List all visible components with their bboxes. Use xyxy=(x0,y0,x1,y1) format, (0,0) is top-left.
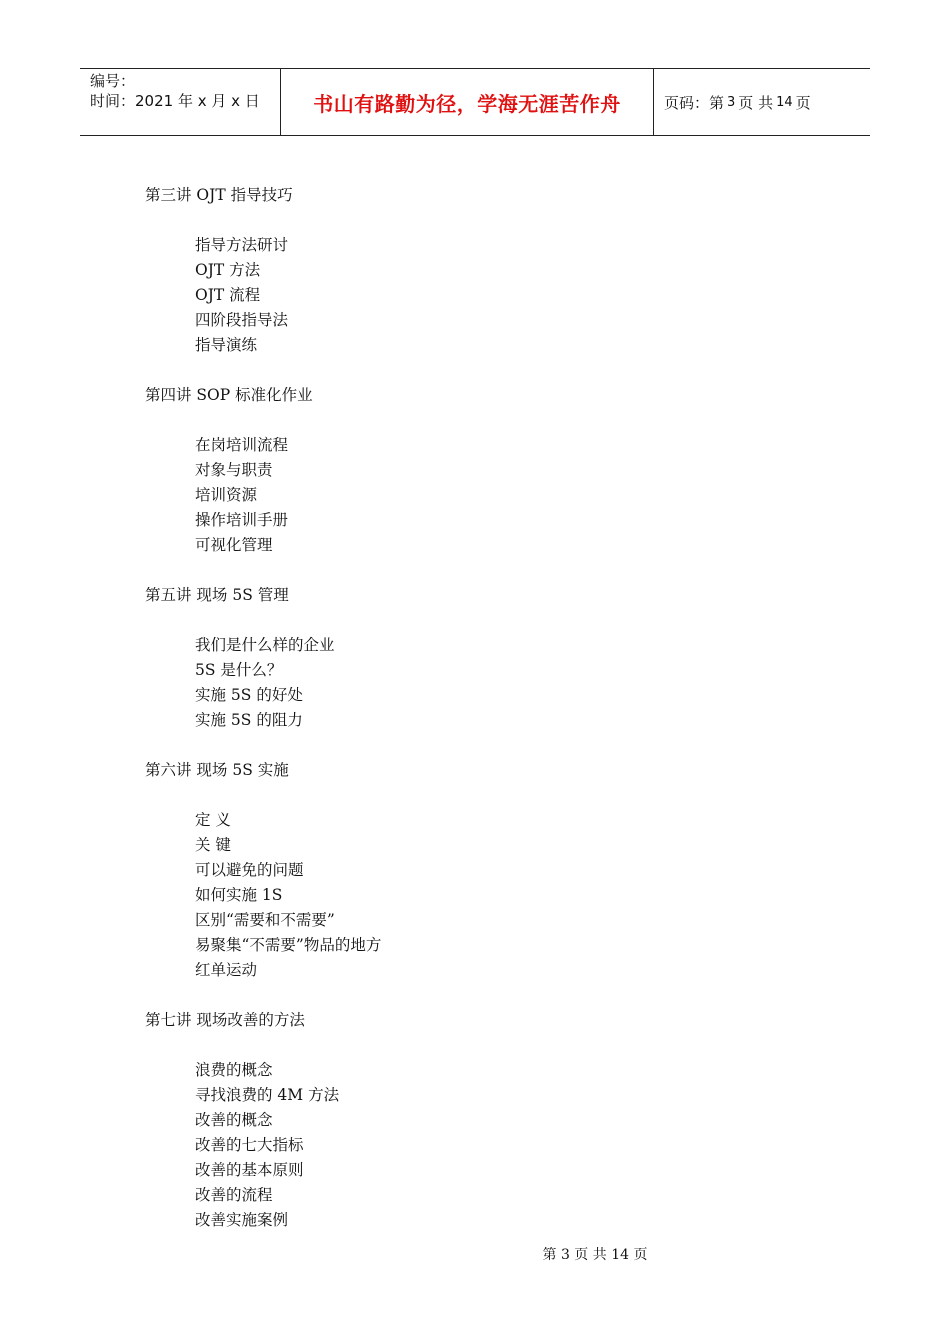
section-spacer xyxy=(145,733,785,758)
list-item: 指导演练 xyxy=(195,336,258,354)
title-spacer xyxy=(145,408,785,433)
document-time-label: 时间：2021 年 x 月 x 日 xyxy=(90,92,260,110)
document-body xyxy=(145,183,785,1233)
list-item: 关 键 xyxy=(195,836,231,854)
list-item: 红单运动 xyxy=(195,961,258,979)
list-item: 培训资源 xyxy=(195,486,258,504)
page-suffix: 页 xyxy=(795,93,811,112)
page-header xyxy=(80,68,870,136)
list-item: 对象与职责 xyxy=(195,461,273,479)
list-item: 寻找浪费的 4M 方法 xyxy=(195,1086,340,1104)
section-spacer xyxy=(145,358,785,383)
header-page-info xyxy=(654,69,870,135)
list-item: 改善的基本原则 xyxy=(195,1161,304,1179)
list-item: 区别“需要和不需要” xyxy=(195,911,335,929)
lecture-section xyxy=(145,583,785,733)
lecture-section xyxy=(145,758,785,983)
list-item: 浪费的概念 xyxy=(195,1061,273,1079)
list-item: 定 义 xyxy=(195,811,231,829)
title-spacer xyxy=(145,783,785,808)
list-item: 可视化管理 xyxy=(195,536,273,554)
page-mid: 页 共 xyxy=(738,93,774,112)
title-spacer xyxy=(145,1033,785,1058)
list-item: 改善的流程 xyxy=(195,1186,273,1204)
section-title: 第六讲 现场 5S 实施 xyxy=(145,761,289,779)
list-item: 5S 是什么？ xyxy=(195,661,283,679)
section-spacer xyxy=(145,558,785,583)
list-item: 如何实施 1S xyxy=(195,886,283,904)
lecture-section xyxy=(145,383,785,558)
title-spacer xyxy=(145,608,785,633)
list-item: 可以避免的问题 xyxy=(195,861,304,879)
list-item: 在岗培训流程 xyxy=(195,436,289,454)
list-item: 改善的七大指标 xyxy=(195,1136,304,1154)
list-item: 改善实施案例 xyxy=(195,1211,289,1229)
page-current: 3 xyxy=(727,94,736,110)
list-item: 实施 5S 的好处 xyxy=(195,686,303,704)
lecture-section xyxy=(145,1008,785,1233)
list-item: 操作培训手册 xyxy=(195,511,289,529)
section-spacer xyxy=(145,983,785,1008)
section-item-list xyxy=(145,633,785,733)
list-item: 我们是什么样的企业 xyxy=(195,636,335,654)
list-item: OJT 方法 xyxy=(195,261,261,279)
section-item-list xyxy=(145,808,785,983)
section-item-list xyxy=(145,1058,785,1233)
section-title: 第五讲 现场 5S 管理 xyxy=(145,586,289,604)
list-item: 实施 5S 的阻力 xyxy=(195,711,303,729)
section-title: 第四讲 SOP 标准化作业 xyxy=(145,386,313,404)
list-item: 改善的概念 xyxy=(195,1111,273,1129)
lecture-section xyxy=(145,183,785,358)
title-spacer xyxy=(145,208,785,233)
list-item: 指导方法研讨 xyxy=(195,236,289,254)
section-title: 第七讲 现场改善的方法 xyxy=(145,1011,305,1029)
section-title: 第三讲 OJT 指导技巧 xyxy=(145,186,293,204)
document-number-label: 编号： xyxy=(90,72,136,90)
list-item: OJT 流程 xyxy=(195,286,261,304)
list-item: 易聚集“不需要”物品的地方 xyxy=(195,936,382,954)
list-item: 四阶段指导法 xyxy=(195,311,289,329)
page-footer: 第 3 页 共 14 页 xyxy=(542,1247,648,1263)
header-meta xyxy=(80,69,281,135)
section-item-list xyxy=(145,233,785,358)
section-item-list xyxy=(145,433,785,558)
page-total: 14 xyxy=(776,94,793,110)
page-prefix: 页码：第 xyxy=(664,93,725,112)
header-motto: 书山有路勤为径，学海无涯苦作舟 xyxy=(281,69,654,135)
